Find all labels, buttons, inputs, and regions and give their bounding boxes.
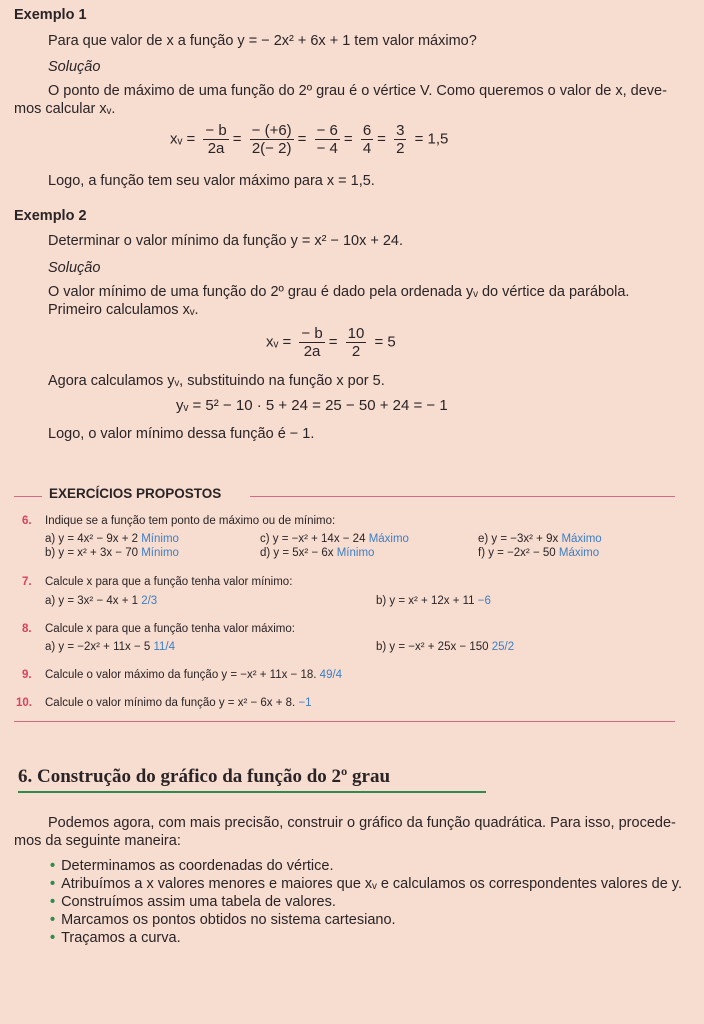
exercise-8b (376, 641, 514, 653)
numerator: − b (301, 325, 323, 342)
header-rule-left (14, 496, 42, 497)
example-1-text: O ponto de máximo de uma função do 2º grau é o vértice V. Como queremos o valor de x, deve- (48, 83, 667, 99)
answer: Mínimo (141, 547, 179, 559)
denominator: 2a (303, 343, 321, 360)
bullet-dot-icon: • (50, 876, 56, 892)
fraction (315, 122, 340, 157)
item-text: b) y = −x² + 25x − 150 (376, 641, 489, 653)
fraction (203, 122, 228, 157)
bullet-text: Determinamos as coordenadas do vértice. (61, 858, 334, 874)
bullet-text: Marcamos os pontos obtidos no sistema cartesiano. (61, 912, 396, 928)
answer: 49/4 (319, 669, 343, 681)
exercise-6e (478, 533, 602, 545)
exercise-6b (45, 547, 179, 559)
example-1-question: Para que valor de x a função y = − 2x² + 6x + 1 tem valor máximo? (48, 33, 477, 49)
bullet-text: Traçamos a curva. (61, 930, 181, 946)
item-text: a) y = 3x² − 4x + 1 (45, 595, 139, 607)
denominator: 2 (396, 140, 405, 157)
exercise-9-number: 9. (22, 669, 32, 681)
bullet-dot-icon: • (50, 894, 56, 910)
exercise-7-text: Calcule x para que a função tenha valor mínimo: (45, 576, 293, 588)
fraction (361, 122, 373, 157)
exercise-9-text (45, 669, 342, 681)
answer: Máximo (368, 533, 409, 545)
exercises-header: EXERCÍCIOS PROPOSTOS (49, 486, 222, 501)
example-1-title: Exemplo 1 (14, 7, 87, 23)
item-text: f) y = −2x² − 50 (478, 547, 556, 559)
numerator: − b (205, 122, 227, 139)
item-text: a) y = −2x² + 11x − 5 (45, 641, 151, 653)
fraction (394, 122, 406, 157)
exercise-10-text (45, 697, 312, 709)
numerator: − 6 (316, 122, 338, 139)
header-rule-right (250, 496, 675, 497)
bullet-dot-icon: • (50, 930, 56, 946)
fraction (250, 122, 294, 157)
example-2-text-3: Agora calculamos yᵥ, substituindo na função x por 5. (48, 373, 385, 389)
example-2-equation-2: yᵥ = 5² − 10 · 5 + 24 = 25 − 50 + 24 = − 1 (176, 397, 448, 414)
denominator: − 4 (316, 140, 338, 157)
exercises-bottom-rule (14, 721, 675, 722)
example-2-text-cont: Primeiro calculamos xᵥ. (48, 302, 199, 318)
item-text: e) y = −3x² + 9x (478, 533, 559, 545)
denominator: 2(− 2) (251, 140, 292, 157)
bullet-text: Atribuímos a x valores menores e maiores que xᵥ e calculamos os correspondentes valores de y. (61, 876, 683, 892)
numerator: 10 (347, 325, 365, 342)
exercise-6f (478, 547, 599, 559)
eq-result: = 5 (374, 333, 396, 351)
answer: Máximo (558, 547, 600, 559)
answer: −6 (477, 595, 491, 607)
exercise-7-number: 7. (22, 576, 32, 588)
exercise-8a (45, 641, 175, 653)
example-2-solution-label: Solução (48, 260, 101, 276)
example-2-title: Exemplo 2 (14, 208, 87, 224)
item-text: d) y = 5x² − 6x (260, 547, 334, 559)
denominator: 2a (207, 140, 225, 157)
item-text: c) y = −x² + 14x − 24 (260, 533, 366, 545)
bullet-item (50, 911, 396, 929)
numerator: 6 (362, 122, 372, 139)
section-title: 6. Construção do gráfico da função do 2º grau (18, 766, 391, 787)
fraction (299, 325, 324, 360)
bullet-dot-icon: • (50, 858, 56, 874)
example-2-question: Determinar o valor mínimo da função y = x² − 10x + 24. (48, 233, 404, 249)
exercise-6a (45, 533, 179, 545)
exercise-8-text: Calcule x para que a função tenha valor máximo: (45, 623, 295, 635)
item-text: b) y = x² + 12x + 11 (376, 595, 475, 607)
bullet-dot-icon: • (50, 912, 56, 928)
example-1-text-cont: mos calcular xᵥ. (14, 101, 116, 117)
exercise-8-number: 8. (22, 623, 32, 635)
example-1-solution-label: Solução (48, 59, 101, 75)
item-text: a) y = 4x² − 9x + 2 (45, 533, 139, 545)
fraction (346, 325, 367, 360)
example-2-equation: xᵥ = $\frac{- b}{2a}$ = $\frac{10}{2}$ = 5 (266, 325, 396, 360)
bullet-item (50, 857, 334, 875)
denominator: 2 (351, 343, 361, 360)
answer: 2/3 (141, 595, 158, 607)
eq-lhs: xᵥ = (170, 130, 196, 148)
answer: −1 (298, 697, 312, 709)
section-intro: Podemos agora, com mais precisão, construir o gráfico da função quadrática. Para isso, procede- (48, 815, 676, 831)
example-1-equation: xᵥ = $\frac{- b}{2a}$ = $\frac{- (+6)}{2(- 2)}$ = $\frac{- 6}{- 4}$ = $\frac{6}{4}$ = $\frac{3}{2}$ = 1,5 (170, 122, 449, 157)
bullet-item (50, 875, 682, 893)
example-2-conclusion: Logo, o valor mínimo dessa função é − 1. (48, 426, 315, 442)
answer: Mínimo (336, 547, 375, 559)
bullet-item (50, 893, 336, 911)
exercise-10-number: 10. (16, 697, 32, 709)
numerator: 3 (396, 122, 405, 139)
eq-lhs: xᵥ = (266, 333, 292, 351)
exercise-6d (260, 547, 374, 559)
exercise-7a (45, 595, 157, 607)
numerator: − (+6) (251, 122, 292, 139)
bullet-text: Construímos assim uma tabela de valores. (61, 894, 336, 910)
item-text: b) y = x² + 3x − 70 (45, 547, 139, 559)
exercise-6-text: Indique se a função tem ponto de máximo ou de mínimo: (45, 515, 336, 527)
section-intro-cont: mos da seguinte maneira: (14, 833, 181, 849)
answer: 11/4 (153, 641, 175, 653)
answer: Mínimo (141, 533, 179, 545)
section-title-underline (18, 791, 486, 793)
answer: Máximo (561, 533, 602, 545)
item-text: Calcule o valor máximo da função y = −x² + 11x − 18. (45, 669, 317, 681)
example-1-conclusion: Logo, a função tem seu valor máximo para x = 1,5. (48, 173, 375, 189)
item-text: Calcule o valor mínimo da função y = x² − 6x + 8. (45, 697, 296, 709)
exercise-6c (260, 533, 409, 545)
exercise-7b (376, 595, 491, 607)
answer: 25/2 (491, 641, 515, 653)
denominator: 4 (362, 140, 372, 157)
exercise-6-number: 6. (22, 515, 32, 527)
bullet-item (50, 929, 181, 947)
example-2-text: O valor mínimo de uma função do 2º grau é dado pela ordenada yᵥ do vértice da parábola. (48, 284, 630, 300)
eq-result: = 1,5 (414, 130, 449, 148)
